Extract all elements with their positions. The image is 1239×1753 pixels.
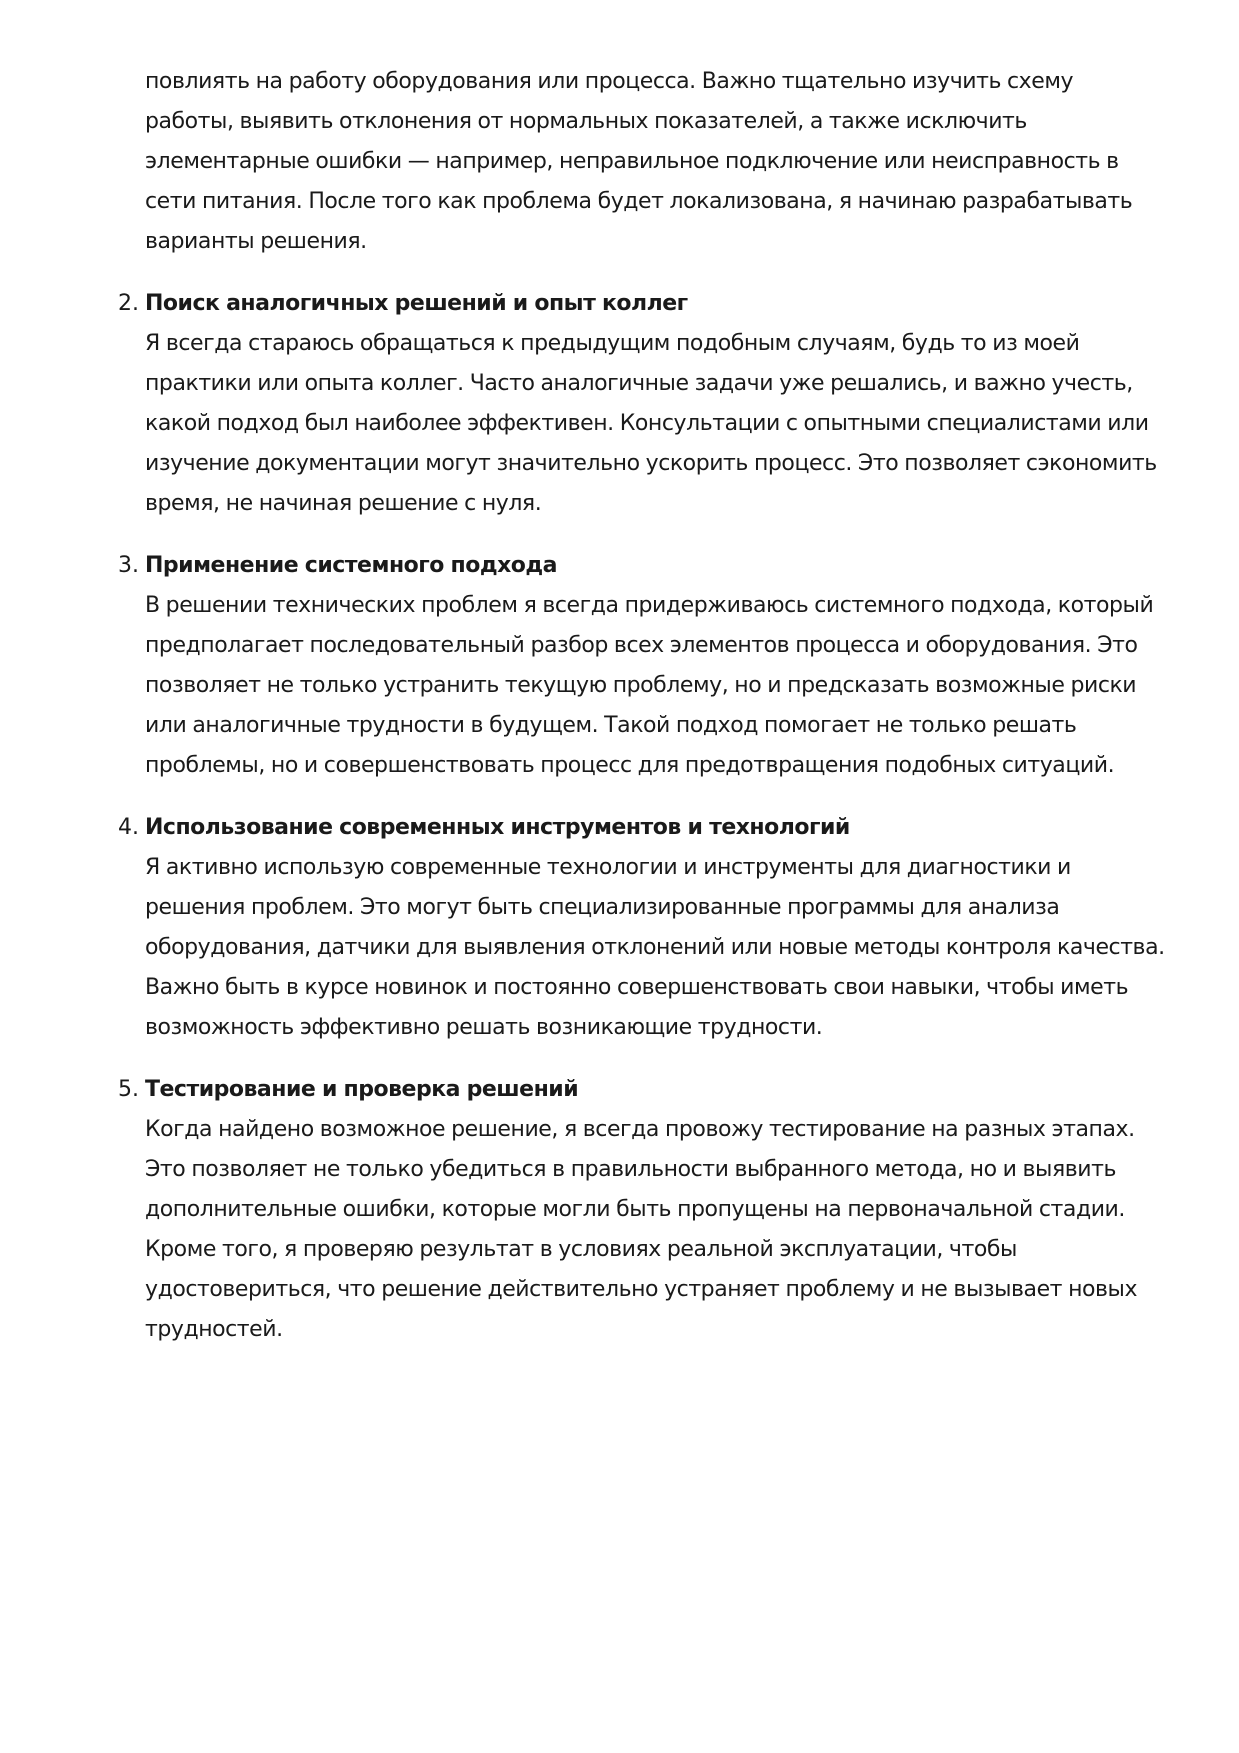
list-item-number: 4. [118,815,139,840]
list-item-number: 3. [118,553,139,578]
list-item-body: Я всегда стараюсь обращаться к предыдущим подобным случаям, будь то из моей практики или опыта коллег. Часто аналогичные задачи уже решались, и важно учесть, какой подход был наиболее эффективен. Консультации с опытными специалистами или изучение документации могут значительно ускорить процесс. Это позволяет сэкономить время, не начиная решение с нуля. [145,331,1157,516]
list-item-heading [118,284,1165,324]
list-item-number: 5. [118,1077,139,1102]
document-content [118,62,1165,1350]
list-item-title: Применение системного подхода [145,553,558,578]
list-item-heading [118,546,1165,586]
list-item-body: Я активно использую современные технологии и инструменты для диагностики и решения проблем. Это могут быть специализированные программы для анализа оборудования, датчики для выявления отклонений или новые методы контроля качества. Важно быть в курсе новинок и постоянно совершенствовать свои навыки, чтобы иметь возможность эффективно решать возникающие трудности. [145,855,1165,1040]
list-item-title: Использование современных инструментов и технологий [145,815,850,840]
list-item [118,546,1165,786]
list-item-heading [118,808,1165,848]
list-item-title: Тестирование и проверка решений [145,1077,579,1102]
list-item [118,808,1165,1048]
intro-paragraph: повлиять на работу оборудования или процесса. Важно тщательно изучить схему работы, выявить отклонения от нормальных показателей, а также исключить элементарные ошибки — например, неправильное подключение или неисправность в сети питания. После того как проблема будет локализована, я начинаю разрабатывать варианты решения. [145,69,1133,254]
list-item-heading [118,1070,1165,1110]
list-item-title: Поиск аналогичных решений и опыт коллег [145,291,688,316]
list-item [118,284,1165,524]
list-item-body: В решении технических проблем я всегда придерживаюсь системного подхода, который предполагает последовательный разбор всех элементов процесса и оборудования. Это позволяет не только устранить текущую проблему, но и предсказать возможные риски или аналогичные трудности в будущем. Такой подход помогает не только решать проблемы, но и совершенствовать процесс для предотвращения подобных ситуаций. [145,593,1154,778]
list-item-number: 2. [118,291,139,316]
list-item-body: Когда найдено возможное решение, я всегда провожу тестирование на разных этапах. Это позволяет не только убедиться в правильности выбранного метода, но и выявить дополнительные ошибки, которые могли быть пропущены на первоначальной стадии. Кроме того, я проверяю результат в условиях реальной эксплуатации, чтобы удостовериться, что решение действительно устраняет проблему и не вызывает новых трудностей. [145,1117,1138,1342]
list-item [118,1070,1165,1350]
